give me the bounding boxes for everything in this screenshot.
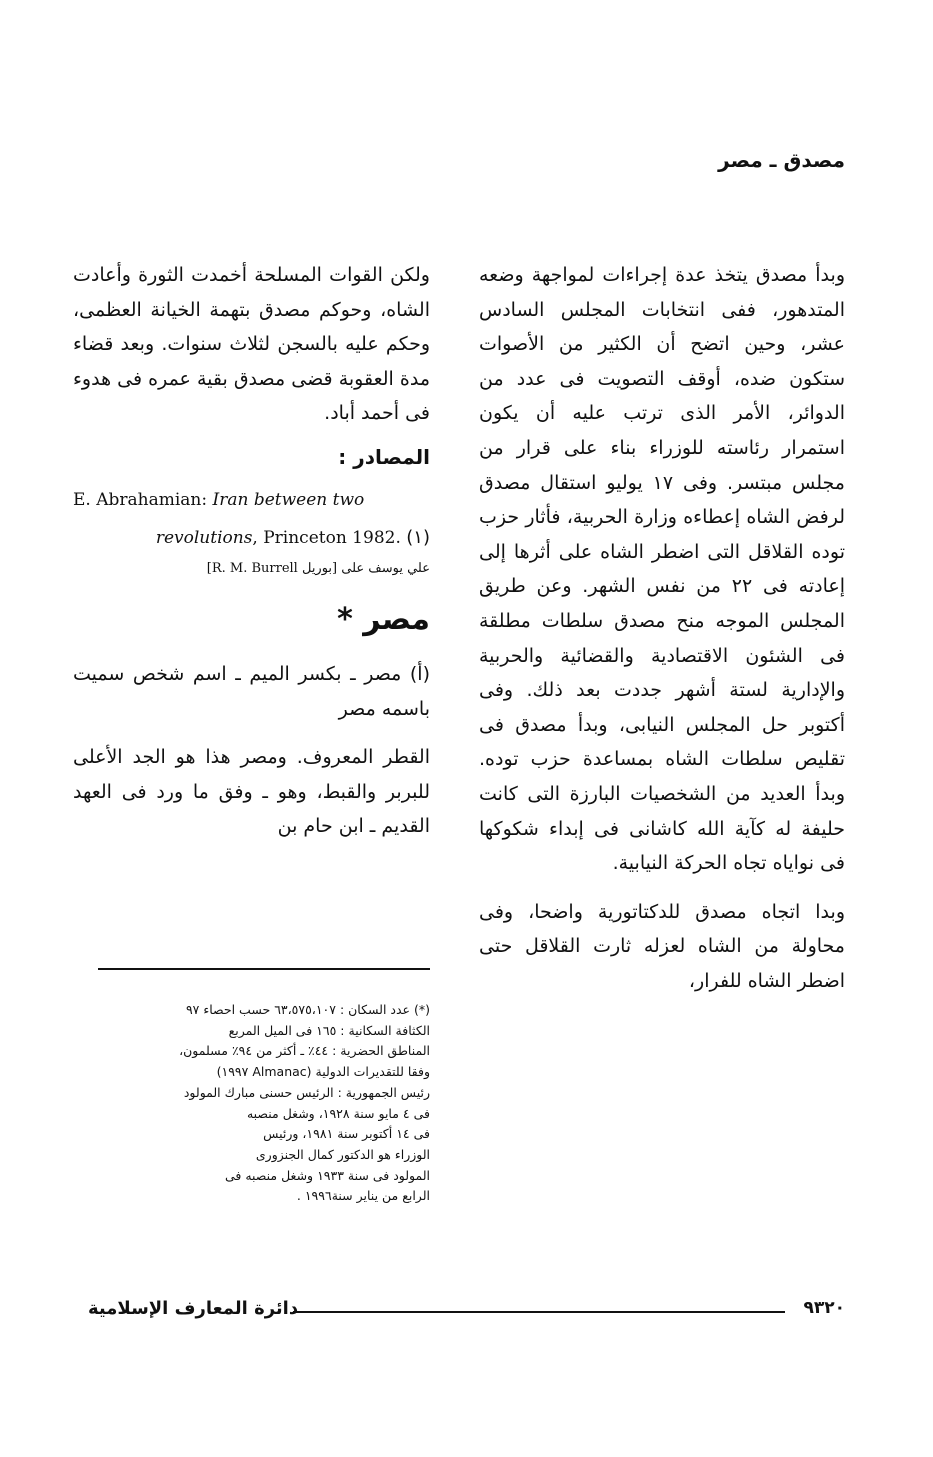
sources-heading: المصادر : xyxy=(338,444,430,469)
reference-entry xyxy=(73,481,430,557)
running-header: مصدق ـ مصر xyxy=(718,148,845,172)
footnote-line: وفقا للتقديرات الدولية (Almanac ١٩٩٧) xyxy=(216,1064,430,1080)
reference-author: E. Abrahamian: xyxy=(73,489,213,510)
reference-translator-note: [R. M. Burrell علي يوسف على [بوريل xyxy=(206,560,430,576)
footnote-line: فى ١٤ أكتوبر سنة ١٩٨١، ورئيس xyxy=(263,1126,430,1142)
footnote-line: المولود فى سنة ١٩٣٣ وشغل منصبه فى xyxy=(224,1167,430,1183)
footnote xyxy=(68,1000,430,1207)
footnote-line: فى ٤ مايو سنة ١٩٢٨، وشغل منصبه xyxy=(246,1105,430,1121)
footnote-line: الوزراء هو الدكتور كمال الجنزورى xyxy=(255,1146,430,1162)
footnote-line: الرابع من يناير سنة١٩٩٦ . xyxy=(296,1188,430,1204)
body-paragraph: (أ) مصر ـ بكسر الميم ـ اسم شخص سميت باسمه مصر xyxy=(73,662,430,720)
right-column xyxy=(479,258,845,1012)
body-paragraph: وبدأ مصدق يتخذ عدة إجراءات لمواجهة وضعه المتدهور، ففى انتخابات المجلس السادس عشر، وحين اتضح أن الكثير من الأصوات ستكون ضده، أوقف التصويت فى عدد من الدوائر، الأمر الذى ترتب عليه أن يكون استمرار رئاسته للوزراء بناء على قرار من مجلس مبتسر. وفى ١٧ يوليو استقال مصدق لرفض الشاه إعطاءه وزارة الحربية، فأثار حزب توده القلاقل التى اضطر الشاه على أثرها إلى إعادته فى ٢٢ من نفس الشهر. وعن طريق المجلس الموجه منح مصدق سلطات مطلقة فى الشئون الاقتصادية والقضائية والحربية والإدارية لستة أشهر جددت بعد ذلك. وفى أكتوبر حل المجلس النيابى، وبدأ مصدق فى تقليص سلطات الشاه بمساعدة حزب توده. وبدأ العديد من الشخصيات البارزة التى كانت حليفة له كآية الله كاشانى فى إبداء شكوكها فى نواياه تجاه الحركة النيابية. xyxy=(479,264,845,875)
footnote-line: المناطق الحضرية : ٤٤٪ ـ أكثر من ٩٤٪ مسلمون، xyxy=(179,1043,430,1059)
footer-rule xyxy=(293,1311,785,1313)
publication-title: دائرة المعارف الإسلامية xyxy=(88,1298,299,1319)
body-paragraph: ولكن القوات المسلحة أخمدت الثورة وأعادت الشاه، وحوكم مصدق بتهمة الخيانة العظمى، وحكم عليه بالسجن لثلاث سنوات. وبعد قضاء مدة العقوبة قضى مصدق بقية عمره فى هدوء فى أحمد أباد. xyxy=(73,264,430,425)
footnote-line: (*) عدد السكان : ٦٣،٥٧٥،١٠٧ حسب احصاء ٩٧ xyxy=(185,1002,430,1017)
footnote-line: رئيس الجمهورية : الرئيس حسنى مبارك المولود xyxy=(183,1084,430,1100)
reference-number: (١) xyxy=(406,526,430,548)
page-footer xyxy=(88,1298,845,1328)
entry-title: مصر * xyxy=(337,601,430,637)
body-paragraph: وبدا اتجاه مصدق للدكتاتورية واضحا، وفى محاولة من الشاه لعزله ثارت القلاقل حتى اضطر الشاه للفرار، xyxy=(479,900,845,992)
reference-tail: , Princeton 1982. xyxy=(252,527,401,548)
page-number: ٩٣٢٠ xyxy=(803,1298,845,1318)
reference-title: Iran between two revolutions xyxy=(155,489,365,548)
left-column xyxy=(73,258,430,858)
body-paragraph: القطر المعروف. ومصر هذا هو الجد الأعلى للبربر والقبط، وهو ـ وفق ما ورد فى العهد القديم ـ ابن حام بن xyxy=(73,746,430,838)
footnote-line: الكثافة السكانية : ١٦٥ فى الميل المربع xyxy=(228,1022,430,1038)
footnote-divider xyxy=(98,968,430,970)
